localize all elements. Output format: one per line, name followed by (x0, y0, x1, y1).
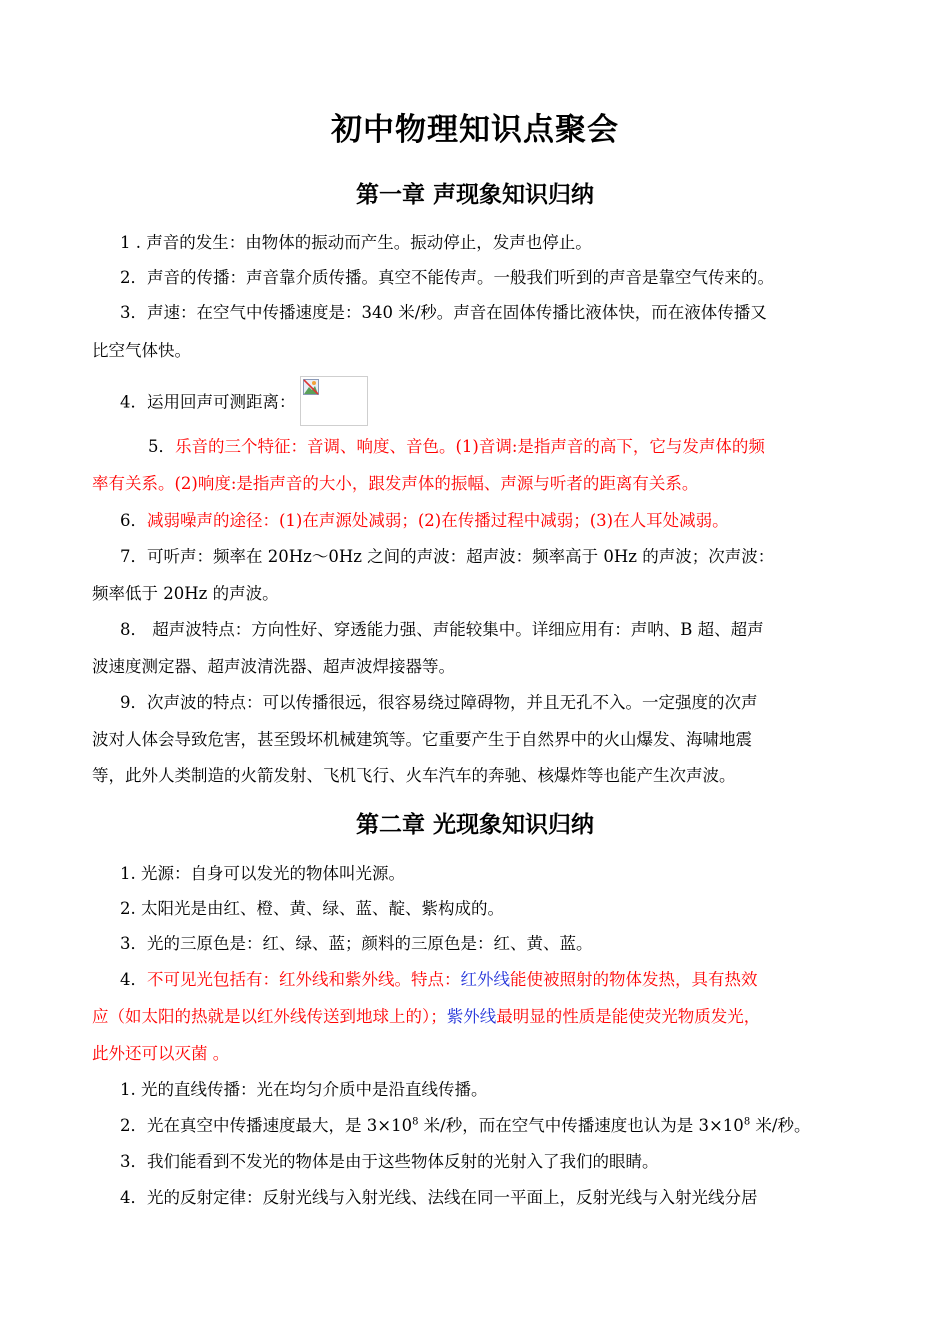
ch2-item-4-line2-red2: 最明显的性质是能使荧光物质发光， (496, 1007, 761, 1026)
broken-image-icon (303, 379, 319, 395)
document-title: 初中物理知识点聚会 (331, 112, 619, 148)
ch1-item-5-line1 (92, 428, 923, 465)
ch2-item-1: 1. 光源：自身可以发光的物体叫光源。 (120, 864, 405, 883)
ch2-item-3: 3．光的三原色是：红、绿、蓝；颜料的三原色是：红、黄、蓝。 (120, 934, 593, 953)
ch1-item-9-line2: 波对人体会导致危害，甚至毁坏机械建筑等。它重要产生于自然界中的火山爆发、海啸地震 (92, 730, 752, 749)
ch1-item-6 (92, 502, 895, 539)
ch1-item-5-number: 5． (148, 437, 175, 456)
ch1-item-1: 1 . 声音的发生：由物体的振动而产生。振动停止，发声也停止。 (120, 233, 592, 252)
ch1-item-7-line2: 频率低于 20Hz 的声波。 (92, 584, 279, 603)
chapter2-heading: 第二章 光现象知识归纳 (355, 812, 594, 838)
ch1-item-7-line1: 7．可听声：频率在 20Hz～0Hz 之间的声波：超声波：频率高于 0Hz 的声波；次声波： (120, 547, 775, 566)
ch1-item-5-text: 乐音的三个特征：音调、响度、音色。(1)音调:是指声音的高下，它与发声体的频 (175, 437, 765, 456)
ch2-item-4-number: 4． (120, 970, 147, 989)
ch2-light-item-4: 4．光的反射定律：反射光线与入射光线、法线在同一平面上，反射光线与入射光线分居 (120, 1188, 758, 1207)
ch2-light-item-3: 3．我们能看到不发光的物体是由于这些物体反射的光射入了我们的眼睛。 (120, 1152, 659, 1171)
light-speed-text-a: 2．光在真空中传播速度最大，是 3×10 (120, 1116, 413, 1135)
infrared-term: 红外线 (460, 970, 510, 989)
light-speed-text-c: 米/秒。 (750, 1116, 811, 1135)
light-speed-text-b: 米/秒，而在空气中传播速度也认为是 3×10 (418, 1116, 744, 1135)
chapter1-heading: 第一章 声现象知识归纳 (355, 182, 594, 208)
ch2-item-2: 2. 太阳光是由红、橙、黄、绿、蓝、靛、紫构成的。 (120, 899, 504, 918)
ch1-item-9-line3: 等，此外人类制造的火箭发射、飞机飞行、火车汽车的奔驰、核爆炸等也能产生次声波。 (92, 766, 736, 785)
ch1-item-2: 2．声音的传播：声音靠介质传播。真空不能传声。一般我们听到的声音是靠空气传来的。 (120, 268, 774, 287)
ch1-item-5-line2: 率有关系。(2)响度:是指声音的大小，跟发声体的振幅、声源与听者的距离有关系。 (92, 474, 699, 493)
ch2-item-4-line1 (92, 961, 895, 998)
ch2-item-4-line3: 此外还可以灭菌 。 (92, 1044, 230, 1063)
ch1-item-4 (92, 378, 895, 428)
ch1-item-3-line1: 3．声速：在空气中传播速度是：340 米/秒。声音在固体传播比液体快，而在液体传播又 (120, 303, 767, 322)
ch2-light-item-1: 1. 光的直线传播：光在均匀介质中是沿直线传播。 (120, 1080, 488, 1099)
ch2-light-item-2 (92, 1107, 895, 1144)
ch2-item-4-line2 (92, 998, 867, 1035)
light-speed-exponent-1: 8 (412, 1116, 419, 1128)
light-speed-exponent-2: 8 (743, 1116, 751, 1128)
ch1-item-6-number: 6． (120, 511, 147, 530)
ch2-item-4-text-red: 不可见光包括有：红外线和紫外线。特点： (147, 970, 461, 989)
ch2-item-4-line2-red: 应（如太阳的热就是以红外线传送到地球上的）； (92, 1007, 447, 1026)
ch1-item-9-line1: 9．次声波的特点：可以传播很远，很容易绕过障碍物，并且无孔不入。一定强度的次声 (120, 693, 758, 712)
echo-image-placeholder (300, 376, 368, 426)
ch1-item-6-text: 减弱噪声的途径：(1)在声源处减弱；(2)在传播过程中减弱；(3)在人耳处减弱。 (147, 511, 729, 530)
ch2-item-4-text-red2: 能使被照射的物体发热，具有热效 (510, 970, 758, 989)
ch1-item-8-line1: 8． 超声波特点：方向性好、穿透能力强、声能较集中。详细应用有：声呐、B 超、超声 (120, 620, 764, 639)
ch1-item-4-text: 4．运用回声可测距离： (120, 392, 296, 412)
ultraviolet-term: 紫外线 (446, 1007, 497, 1026)
ch1-item-8-line2: 波速度测定器、超声波清洗器、超声波焊接器等。 (92, 657, 455, 676)
ch1-item-3-line2: 比空气体快。 (92, 341, 191, 360)
